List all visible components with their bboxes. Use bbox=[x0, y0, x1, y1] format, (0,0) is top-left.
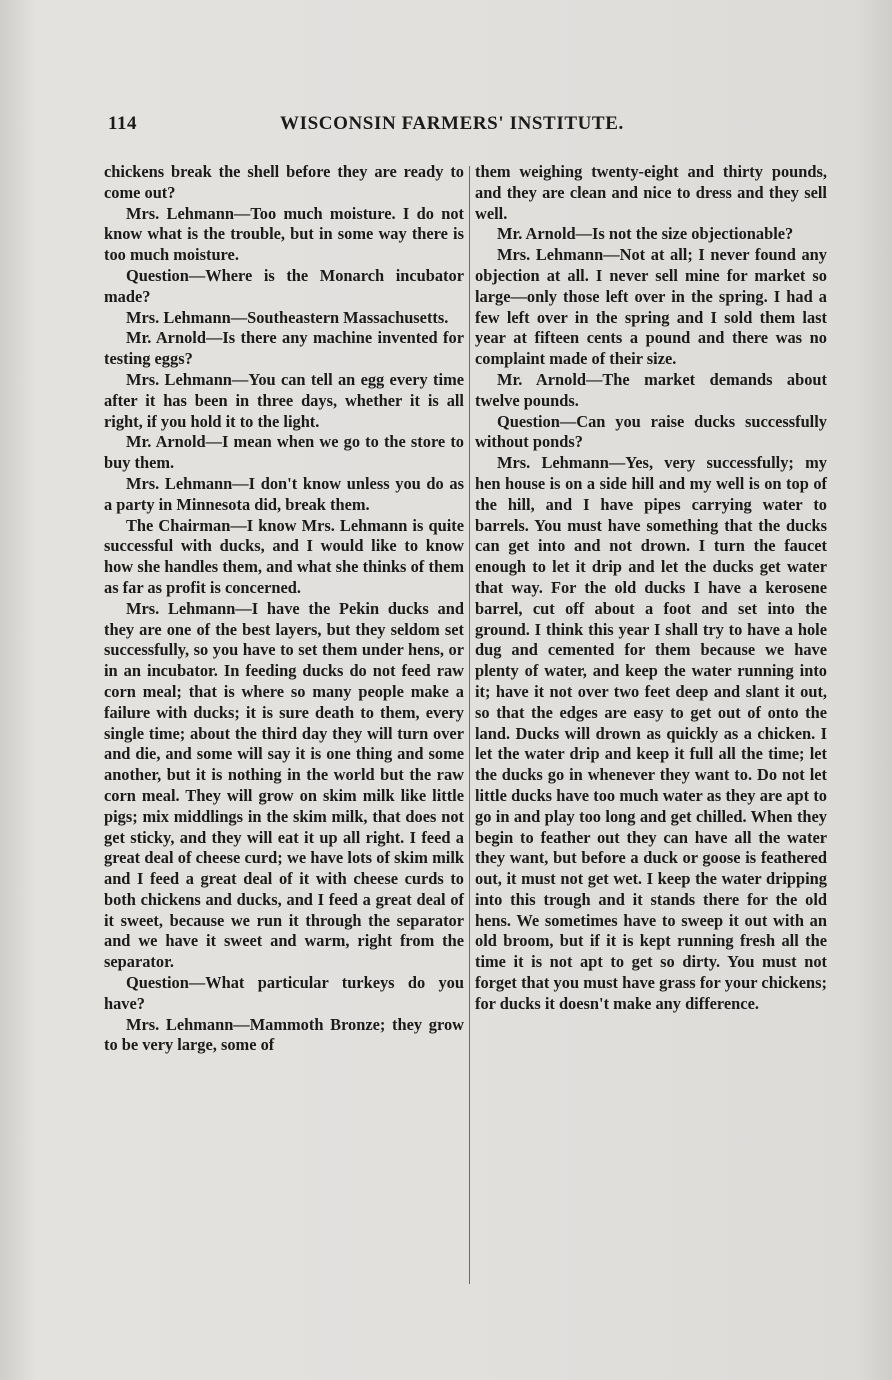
paragraph: Mr. Arnold—Is there any machine invented for testing eggs? bbox=[104, 328, 464, 369]
paragraph: Mrs. Lehmann—You can tell an egg every time after it has been in three days, whether it is all right, if you hold it to the light. bbox=[104, 369, 464, 431]
paragraph: Mrs. Lehmann—I don't know unless you do as a party in Minnesota did, break them. bbox=[104, 473, 464, 514]
paragraph: Mr. Arnold—Is not the size objectionable? bbox=[497, 224, 794, 244]
paragraph: Mrs. Lehmann—Mammoth Bronze; they grow to be very large, some of bbox=[104, 1014, 464, 1055]
paragraph: Mrs. Lehmann—Yes, very successfully; my hen house is on a side hill and my well is on top of the hill, and I have pipes carrying water to barrels. You must have something that the ducks can get into and not drown. I turn the faucet enough to let it drip and let the ducks get water that way. For the old ducks I have a kerosene barrel, cut off about a foot and set into the ground. I think this year I shall try to have a hole dug and cemented for them because we have plenty of water, and keep the water running into it; have it not over two feet deep and slant it out, so that the edges are easy to get out of onto the land. Ducks will drown as quickly as a chicken. I let the water drip and keep it full all the time; let the ducks go in whenever they want to. Do not let little ducks have too much water as they are apt to go in and play too long and get chilled. When they begin to feather out they can have all the water they want, but before a duck or goose is feathered out, it must not get wet. I keep the water dripping into this trough and it stands there for the old hens. We sometimes have to sweep it out with an old broom, but if it is kept running fresh all the time it is not apt to get so dirty. You must not forget that you must have grass for your chickens; for ducks it doesn't make any difference. bbox=[475, 453, 827, 1013]
paragraph: Question—Where is the Monarch incubator made? bbox=[104, 265, 464, 306]
paragraph: Mrs. Lehmann—Too much moisture. I do not know what is the trouble, but in some way there is too much moisture. bbox=[104, 203, 464, 265]
paragraph: Mr. Arnold—The market demands about twelve pounds. bbox=[475, 369, 827, 410]
paragraph: Mrs. Lehmann—Southeastern Massachusetts. bbox=[126, 307, 449, 327]
paragraph: Mrs. Lehmann—I have the Pekin ducks and they are one of the best layers, but they seldom set successfully, so you have to set them under hens, or in an incubator. In feeding ducks do not feed raw corn meal; that is where so many people make a failure with ducks; it is sure death to them, every single time; about the third day they will turn over and die, and some will say it is one thing and some another, but it is nothing in the world but the raw corn meal. They will grow on skim milk like little pigs; mix middlings in the skim milk, that does not get sticky, and they will eat it up all right. I feed a great deal of cheese curd; we have lots of skim milk and I feed a great deal of it with cheese curds to both chickens and ducks, and I feed a great deal of it sweet, because we run it through the separator and we have it sweet and warm, right from the separator. bbox=[104, 598, 464, 972]
paragraph: them weighing twenty-eight and thirty pounds, and they are clean and nice to dress and they sell well. bbox=[475, 162, 827, 223]
paragraph: Question—Can you raise ducks successfully without ponds? bbox=[475, 411, 827, 452]
right-column bbox=[475, 162, 827, 1015]
paragraph: Question—What particular turkeys do you have? bbox=[104, 973, 464, 1013]
column-divider bbox=[469, 166, 470, 1284]
paragraph: Mr. Arnold—I mean when we go to the store to buy them. bbox=[104, 432, 464, 473]
page-number: 114 bbox=[108, 113, 137, 134]
running-title: WISCONSIN FARMERS' INSTITUTE. bbox=[280, 113, 624, 134]
paragraph: The Chairman—I know Mrs. Lehmann is quite successful with ducks, and I would like to know how she handles them, and what she thinks of them as far as profit is concerned. bbox=[104, 515, 464, 597]
page-header bbox=[108, 113, 748, 143]
paragraph: Mrs. Lehmann—Not at all; I never found any objection at all. I never sell mine for market so large—only those left over in the spring. I had a few left over in the spring and I sold them last year at fifteen cents a pound and there was no complaint made of their size. bbox=[475, 245, 827, 369]
paragraph: chickens break the shell before they are ready to come out? bbox=[104, 162, 464, 202]
left-column bbox=[104, 162, 464, 1056]
